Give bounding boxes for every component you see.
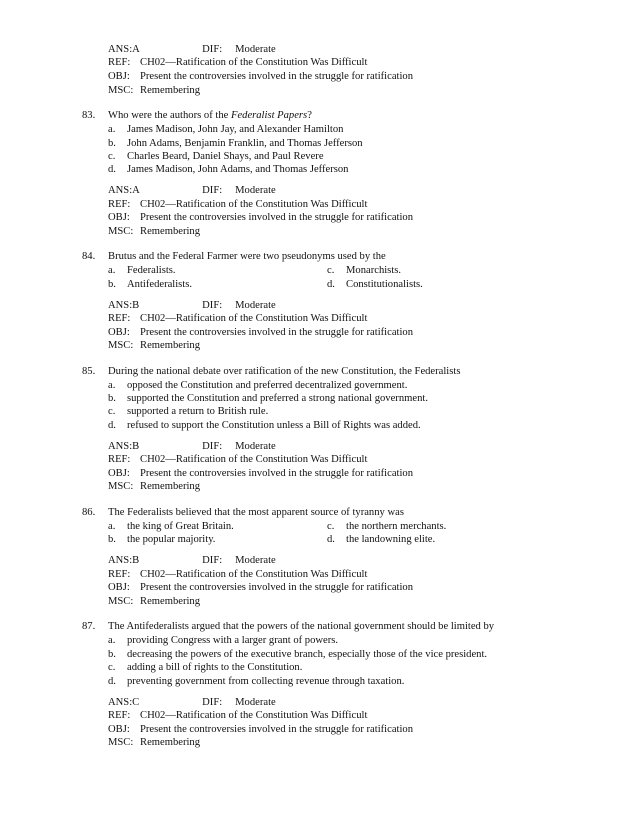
answer-line: ANS:B DIF: Moderate (108, 300, 276, 311)
option-d: d. preventing government from collecting revenue through taxation. (108, 676, 405, 687)
option-d: d. Constitutionalists. (327, 279, 423, 290)
msc-line: MSC: Remembering (108, 85, 201, 96)
answer-line: ANS:C DIF: Moderate (108, 697, 276, 708)
reference-line: REF: CH02—Ratification of the Constitution Was Difficult (108, 313, 368, 324)
msc-line: MSC: Remembering (108, 340, 201, 351)
reference-line: REF: CH02—Ratification of the Constitution Was Difficult (108, 569, 368, 580)
msc-line: MSC: Remembering (108, 737, 201, 748)
option-c: c. adding a bill of rights to the Constitution. (108, 662, 303, 673)
question-86: 86. The Federalists believed that the most apparent source of tyranny was (82, 507, 404, 518)
option-b: b. John Adams, Benjamin Franklin, and Thomas Jefferson (108, 138, 363, 149)
option-d: d. James Madison, John Adams, and Thomas Jefferson (108, 164, 349, 175)
answer-line: ANS:A DIF: Moderate (108, 44, 276, 55)
reference-line: REF: CH02—Ratification of the Constitution Was Difficult (108, 57, 368, 68)
option-a: a. the king of Great Britain. (108, 521, 234, 532)
objective-line: OBJ: Present the controversies involved in the struggle for ratification (108, 724, 414, 735)
question-87: 87. The Antifederalists argued that the powers of the national government should be limited by (82, 621, 495, 632)
option-d: d. refused to support the Constitution unless a Bill of Rights was added. (108, 420, 421, 431)
objective-line: OBJ: Present the controversies involved in the struggle for ratification (108, 71, 414, 82)
question-85: 85. During the national debate over ratification of the new Constitution, the Federalists (82, 366, 461, 377)
option-b: b. Antifederalists. (108, 279, 193, 290)
option-b: b. decreasing the powers of the executive branch, especially those of the vice president. (108, 649, 488, 660)
reference-line: REF: CH02—Ratification of the Constitution Was Difficult (108, 454, 368, 465)
option-c: c. Charles Beard, Daniel Shays, and Paul Revere (108, 151, 324, 162)
reference-line: REF: CH02—Ratification of the Constitution Was Difficult (108, 199, 368, 210)
msc-line: MSC: Remembering (108, 596, 201, 607)
option-a: a. James Madison, John Jay, and Alexander Hamilton (108, 124, 344, 135)
answer-line: ANS:B DIF: Moderate (108, 555, 276, 566)
option-c: c. the northern merchants. (327, 521, 447, 532)
reference-line: REF: CH02—Ratification of the Constitution Was Difficult (108, 710, 368, 721)
option-d: d. the landowning elite. (327, 534, 436, 545)
objective-line: OBJ: Present the controversies involved in the struggle for ratification (108, 327, 414, 338)
objective-line: OBJ: Present the controversies involved in the struggle for ratification (108, 582, 414, 593)
msc-line: MSC: Remembering (108, 226, 201, 237)
option-c: c. Monarchists. (327, 265, 402, 276)
msc-line: MSC: Remembering (108, 481, 201, 492)
option-b: b. supported the Constitution and preferred a strong national government. (108, 393, 428, 404)
option-a: a. opposed the Constitution and preferred decentralized government. (108, 380, 408, 391)
question-84: 84. Brutus and the Federal Farmer were two pseudonyms used by the (82, 251, 386, 262)
question-83: 83. Who were the authors of the Federalist Papers? (82, 110, 312, 121)
option-b: b. the popular majority. (108, 534, 216, 545)
option-c: c. supported a return to British rule. (108, 406, 269, 417)
option-a: a. providing Congress with a larger grant of powers. (108, 635, 339, 646)
answer-line: ANS:A DIF: Moderate (108, 185, 276, 196)
objective-line: OBJ: Present the controversies involved in the struggle for ratification (108, 468, 414, 479)
objective-line: OBJ: Present the controversies involved in the struggle for ratification (108, 212, 414, 223)
option-a: a. Federalists. (108, 265, 176, 276)
answer-line: ANS:B DIF: Moderate (108, 441, 276, 452)
